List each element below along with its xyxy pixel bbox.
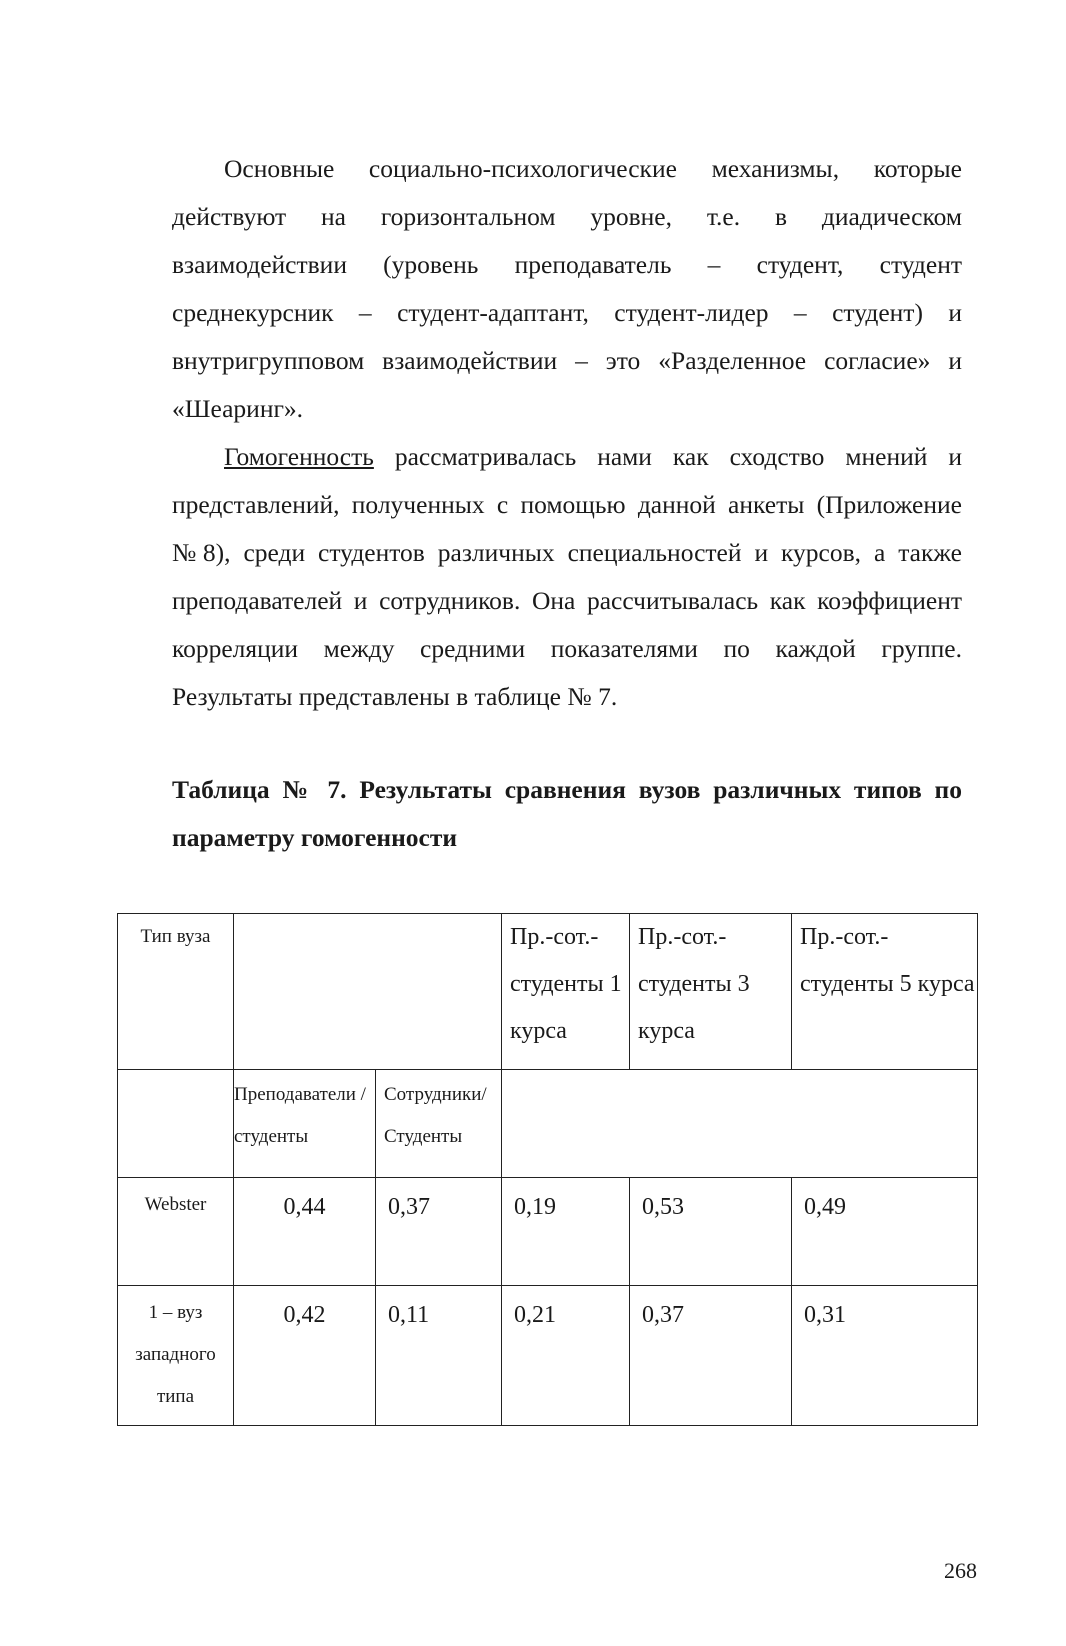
table-row [118,1178,978,1286]
paragraph-homogeneity [172,433,962,721]
subheader-empty-cell [118,1070,234,1178]
value-cell: 0,49 [792,1178,978,1286]
subheader-col1-cell: Преподаватели /студенты [234,1070,376,1178]
subheader-col2-cell: Сотрудники/ Студенты [376,1070,502,1178]
value-cell: 0,19 [502,1178,630,1286]
table-caption: Таблица № 7. Результаты сравнения вузов различных типов по параметру гомогенности [172,775,962,852]
header-col5-cell: Пр.-сот.- студенты 5 курса [792,914,978,1070]
value-cell: 0,44 [234,1178,376,1286]
row-label-cell: Webster [118,1178,234,1286]
value-cell: 0,42 [234,1286,376,1426]
header-col3-cell: Пр.-сот.- студенты 1 курса [502,914,630,1070]
table-row [118,1286,978,1426]
value-cell: 0,31 [792,1286,978,1426]
table-header-row [118,914,978,1070]
paragraph-mechanisms [172,145,962,433]
paragraph-mechanisms-text: Основные социально-психологические механизмы, которые действуют на горизонтальном уровне, т.е. в диадическом взаимодействии (уровень преподаватель – студент, студент среднекурсник – студент-адаптант, студент-лидер – студент) и внутригрупповом взаимодействии – это «Разделенное согласие» и «Шеаринг». [172,154,962,423]
subheader-empty-span-cell [502,1070,978,1178]
value-cell: 0,21 [502,1286,630,1426]
value-cell: 0,11 [376,1286,502,1426]
table-subheader-row [118,1070,978,1178]
value-cell: 0,37 [630,1286,792,1426]
paragraph-homogeneity-text: рассматривалась нами как сходство мнений и представлений, полученных с помощью данной анкеты (Приложение №8), среди студентов различных специальностей и курсов, а также преподавателей и сотрудников. Она рассчитывалась как коэффициент корреляции между средними показателями по каждой группе. Результаты представлены в таблице № 7. [172,442,962,711]
row-label-cell: 1 – вуз западного типа [118,1286,234,1426]
header-type-cell: Тип вуза [118,914,234,1070]
header-col4-cell: Пр.-сот.- студенты 3 курса [630,914,792,1070]
value-cell: 0,53 [630,1178,792,1286]
results-table [117,913,978,1426]
page-number: 268 [944,1558,977,1583]
value-cell: 0,37 [376,1178,502,1286]
term-homogeneity: Гомогенность [224,442,374,471]
header-empty-cell [234,914,502,1070]
